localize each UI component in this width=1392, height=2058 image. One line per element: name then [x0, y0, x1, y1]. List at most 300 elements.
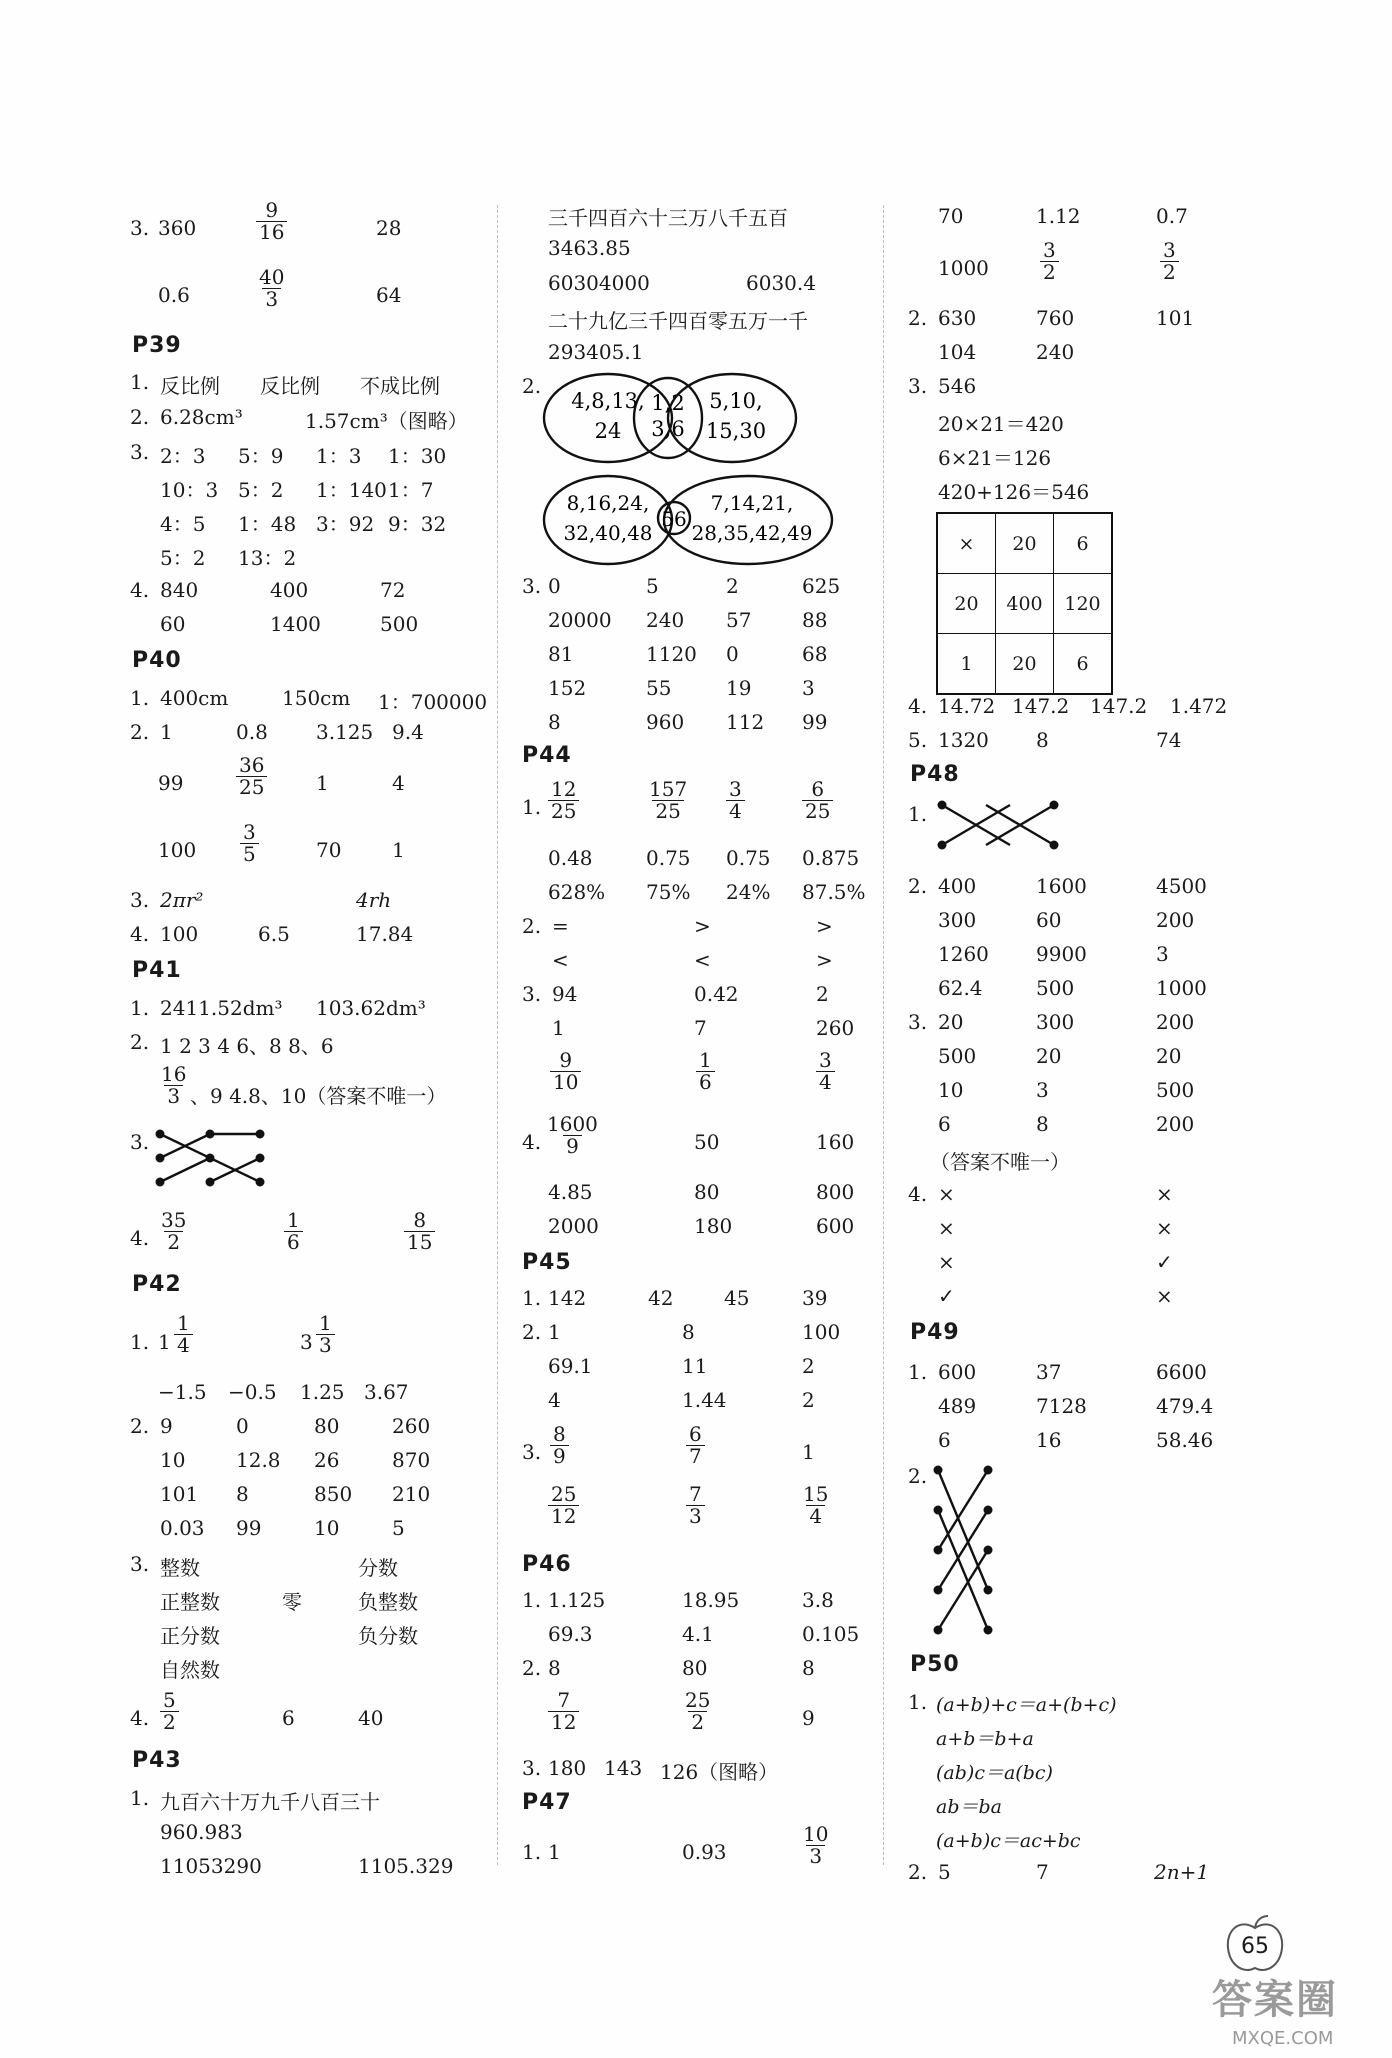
formula: a+b＝b+a: [936, 1728, 1034, 1750]
answer: 1.25: [300, 1380, 345, 1404]
answer: 1400: [270, 612, 321, 636]
answer: ×: [938, 1216, 955, 1240]
answer: 74: [1156, 728, 1182, 752]
answer: ×: [1156, 1216, 1173, 1240]
answer: 5：9: [238, 444, 284, 468]
answer: 210: [392, 1482, 431, 1506]
answer: 26: [314, 1448, 340, 1472]
answer: 4rh: [356, 888, 392, 912]
answer: 180: [548, 1756, 587, 1780]
answer: <: [552, 948, 569, 972]
answer: 150cm: [282, 686, 351, 710]
answer: 57: [726, 608, 752, 632]
answer: 正分数: [160, 1624, 220, 1648]
answer: 20: [1156, 1044, 1182, 1068]
grid-cell: 20: [996, 634, 1054, 695]
venn-diagram-2: [540, 470, 840, 570]
answer: 360: [158, 216, 197, 240]
formula: (a+b)+c＝a+(b+c): [936, 1694, 1117, 1716]
match-dot: [984, 1546, 993, 1555]
answer: 42: [648, 1286, 674, 1310]
answer: 1: [316, 771, 329, 795]
answer: >: [694, 914, 711, 938]
section-title-p42: P42: [132, 1272, 182, 1297]
q-num: 1.: [522, 1286, 542, 1310]
answer: 0: [548, 574, 561, 598]
answer: −0.5: [228, 1380, 277, 1404]
answer: 300: [938, 908, 977, 932]
match-dot: [938, 801, 947, 810]
venn-left-label: 24: [594, 419, 622, 443]
answer: 4: [548, 1388, 561, 1412]
answer: 1：700000: [378, 690, 488, 714]
fraction: $\frac{157}{25}$: [649, 777, 688, 823]
grid-cell: 20: [937, 574, 996, 634]
matching-diagram: [150, 1120, 280, 1200]
answer: 5：2: [238, 478, 284, 502]
venn-mid-label: 56: [661, 507, 687, 531]
answer: 5: [938, 1860, 951, 1884]
q-num: 1.: [130, 1330, 150, 1354]
answer: 0: [726, 642, 739, 666]
q-num: 1.: [908, 802, 928, 826]
answer: 80: [694, 1180, 720, 1204]
answer: 3.125: [316, 720, 374, 744]
match-dot: [934, 1626, 943, 1635]
answer: 2000: [548, 1214, 599, 1238]
answer: 8: [548, 1656, 561, 1680]
answer: 6: [938, 1428, 951, 1452]
answer: 60304000: [548, 271, 650, 295]
answer: 142: [548, 1286, 587, 1310]
answer: 1: [160, 720, 173, 744]
answer: 分数: [358, 1556, 398, 1580]
answer: 1.44: [682, 1388, 727, 1412]
q-num: 1.: [908, 1360, 928, 1384]
answer: 0.42: [694, 982, 739, 1006]
answer: 1.472: [1170, 694, 1228, 718]
answer: 2411.52dm³: [160, 996, 283, 1020]
answer: 4.85: [548, 1180, 593, 1204]
match-dot: [934, 1546, 943, 1555]
answer: 8: [548, 710, 561, 734]
answer: 840: [160, 578, 199, 602]
answer: 400: [938, 874, 977, 898]
match-dot: [156, 1178, 165, 1187]
answer: 101: [160, 1482, 199, 1506]
fraction: $\frac{6}{7}$: [686, 1424, 705, 1467]
answer: 九百六十万九千八百三十: [160, 1790, 380, 1814]
answer: 3: [1036, 1078, 1049, 1102]
answer: 1: [392, 838, 405, 862]
answer: 自然数: [160, 1658, 220, 1682]
match-dot: [984, 1586, 993, 1595]
answer: 10: [314, 1516, 340, 1540]
answer: 760: [1036, 306, 1075, 330]
answer: 0.7: [1156, 204, 1188, 228]
q-num: 4.: [522, 1130, 542, 1154]
section-title-p40: P40: [132, 648, 182, 673]
formula: ab＝ba: [936, 1796, 1002, 1818]
answer: 10: [160, 1448, 186, 1472]
answer: 1：48: [238, 512, 297, 536]
fraction: $\frac{6}{25}$: [802, 779, 833, 822]
answer: 5: [392, 1516, 405, 1540]
answer: 7: [694, 1016, 707, 1040]
venn-diagram-1: [540, 368, 840, 468]
answer: 2: [726, 574, 739, 598]
answer: 3.8: [802, 1588, 834, 1612]
fraction: $\frac{10}{3}$: [803, 1822, 829, 1868]
answer: 260: [392, 1414, 431, 1438]
answer: 64: [376, 283, 402, 307]
q-num: 2.: [522, 1656, 542, 1680]
answer: ×: [938, 1250, 955, 1274]
fraction: $\frac{8}{9}$: [550, 1424, 569, 1467]
answer: 400cm: [160, 686, 229, 710]
q-num: 1.: [130, 686, 150, 710]
answer: 70: [938, 204, 964, 228]
answer: 240: [646, 608, 685, 632]
answer: 6600: [1156, 1360, 1207, 1384]
answer: 0.03: [160, 1516, 205, 1540]
matching-diagram: [930, 795, 1080, 855]
answer: 1: [548, 1320, 561, 1344]
answer: 960.983: [160, 1820, 243, 1844]
answer: 960: [646, 710, 685, 734]
answer: 19: [726, 676, 752, 700]
answer: 2: [802, 1354, 815, 1378]
answer: 80: [682, 1656, 708, 1680]
section-title-p46: P46: [522, 1552, 572, 1577]
answer: 489: [938, 1394, 977, 1418]
answer: 0: [236, 1414, 249, 1438]
venn-right-label: 15,30: [705, 419, 767, 443]
answer: 1600: [1036, 874, 1087, 898]
answer: 11053290: [160, 1854, 262, 1878]
answer: 4500: [1156, 874, 1207, 898]
match-dot: [256, 1130, 265, 1139]
answer: 630: [938, 306, 977, 330]
answer: 7: [1036, 1860, 1049, 1884]
answer: 9.4: [392, 720, 424, 744]
answer: 1.12: [1036, 204, 1081, 228]
answer: 50: [694, 1130, 720, 1154]
q-num: 3.: [522, 982, 542, 1006]
q-num: 3.: [908, 374, 928, 398]
fraction: $\frac{3}{2}$: [1160, 240, 1179, 283]
fraction: $\frac{12}{25}$: [548, 779, 579, 822]
q-num: 1.: [522, 1588, 542, 1612]
q-num: 4.: [130, 1226, 150, 1250]
q-num: 4.: [130, 922, 150, 946]
answer: 70: [316, 838, 342, 862]
q-num: 1.: [522, 1840, 542, 1864]
q-num: 2.: [130, 405, 150, 429]
answer: −1.5: [158, 1380, 207, 1404]
fraction: $\frac{1}{6}$: [284, 1210, 303, 1253]
answer: 1：7: [388, 478, 434, 502]
answer: ×: [1156, 1284, 1173, 1308]
fraction: $\frac{8}{15}$: [404, 1210, 435, 1253]
answer: 1105.329: [358, 1854, 454, 1878]
answer: 20000: [548, 608, 612, 632]
q-num: 2.: [908, 306, 928, 330]
answer: 850: [314, 1482, 353, 1506]
answer: 500: [1156, 1078, 1195, 1102]
answer: 180: [694, 1214, 733, 1238]
answer: 反比例: [260, 374, 320, 398]
answer: 20: [938, 1010, 964, 1034]
match-dot: [256, 1178, 265, 1187]
fraction: $\frac{15}{4}$: [803, 1482, 829, 1528]
answer: 12.8: [236, 1448, 281, 1472]
q-num: 2.: [908, 874, 928, 898]
answer: 24%: [726, 880, 771, 904]
answer: 8: [1036, 1112, 1049, 1136]
answer: 94: [552, 982, 578, 1006]
answer: =: [552, 914, 569, 938]
answer: 8: [1036, 728, 1049, 752]
answer: 16: [1036, 1428, 1062, 1452]
answer: 11: [682, 1354, 708, 1378]
answer: ✓: [1156, 1250, 1173, 1274]
match-dot: [984, 1466, 993, 1475]
answer: 147.2: [1090, 694, 1148, 718]
answer: ×: [1156, 1182, 1173, 1206]
answer: 37: [1036, 1360, 1062, 1384]
fraction: $\frac{1}{6}$: [696, 1050, 715, 1093]
answer: 6: [938, 1112, 951, 1136]
answer: 800: [816, 1180, 855, 1204]
answer: 1: [548, 1840, 561, 1864]
section-title-p49: P49: [910, 1320, 960, 1345]
q-num: 3.: [908, 1010, 928, 1034]
match-dot: [156, 1130, 165, 1139]
answer: 负分数: [358, 1624, 418, 1648]
answer: 628%: [548, 880, 606, 904]
section-title-p44: P44: [522, 743, 572, 768]
q-num: 3.: [130, 888, 150, 912]
venn-right-label: 28,35,42,49: [691, 521, 813, 545]
q-num: 3.: [522, 574, 542, 598]
answer: 10: [938, 1078, 964, 1102]
answer: 4：5: [160, 512, 206, 536]
answer: 负整数: [358, 1590, 418, 1614]
match-dot: [256, 1154, 265, 1163]
q-num: 2.: [908, 1860, 928, 1884]
q-num: 1.: [908, 1690, 928, 1714]
q-num: 2.: [522, 914, 542, 938]
section-title-p50: P50: [910, 1652, 960, 1677]
fraction: $\frac{35}{2}$: [161, 1208, 187, 1254]
answer: 3: [1156, 942, 1169, 966]
answer: 100: [802, 1320, 841, 1344]
venn-left-label: 8,16,24,: [566, 491, 650, 515]
answer: 9：32: [388, 512, 447, 536]
grid-cell: 120: [1054, 574, 1113, 634]
note: （答案不唯一）: [930, 1150, 1070, 1174]
answer: 147.2: [1012, 694, 1070, 718]
grid-cell: 6: [1054, 513, 1113, 574]
q-num: 3.: [130, 1130, 150, 1154]
answer: 260: [816, 1016, 855, 1040]
answer: 240: [1036, 340, 1075, 364]
answer: 1120: [646, 642, 697, 666]
answer: 68: [802, 642, 828, 666]
venn-left-label: 32,40,48: [563, 521, 653, 545]
answer: ×: [938, 1182, 955, 1206]
answer: 13：2: [238, 546, 297, 570]
venn-mid-label: 1,2: [651, 391, 685, 415]
column-divider-left: [497, 205, 498, 1865]
q-num: 3.: [522, 1756, 542, 1780]
q-num: 1.: [130, 370, 150, 394]
answer: 3: [300, 1330, 313, 1354]
answer: 1.125: [548, 1588, 606, 1612]
answer: 2: [816, 982, 829, 1006]
match-dot: [984, 1506, 993, 1515]
answer: 69.3: [548, 1622, 593, 1646]
match-dot: [206, 1130, 215, 1139]
answer: 500: [380, 612, 419, 636]
answer: 152: [548, 676, 587, 700]
answer: 60: [160, 612, 186, 636]
fraction: $\frac{36}{25}$: [236, 755, 267, 798]
answer: 4.1: [682, 1622, 714, 1646]
q-num: 2.: [908, 1464, 928, 1488]
formula: (a+b)c＝ac+bc: [936, 1830, 1081, 1852]
fraction: $\frac{3}{4}$: [816, 1050, 835, 1093]
q-num: 4.: [908, 1182, 928, 1206]
answer: 546: [938, 374, 977, 398]
answer: 0.75: [646, 846, 691, 870]
answer: 293405.1: [548, 340, 644, 364]
section-title-p47: P47: [522, 1790, 572, 1815]
formula: (ab)c＝a(bc): [936, 1762, 1053, 1784]
section-title-p39: P39: [132, 333, 182, 358]
match-dot: [934, 1466, 943, 1475]
section-title-p48: P48: [910, 762, 960, 787]
answer: 100: [160, 922, 199, 946]
watermark-url: MXQE.COM: [1232, 2028, 1334, 2049]
match-dot: [156, 1154, 165, 1163]
answer: 200: [1156, 1112, 1195, 1136]
fraction: $\frac{9}{16}$: [256, 200, 287, 243]
answer: 20×21＝420: [938, 412, 1064, 436]
answer: 0.75: [726, 846, 771, 870]
fraction: $\frac{9}{10}$: [550, 1050, 581, 1093]
venn-right-label: 7,14,21,: [710, 491, 794, 515]
answer: 14.72: [938, 694, 996, 718]
q-num: 5.: [908, 728, 928, 752]
answer: 87.5%: [802, 880, 866, 904]
answer: 6030.4: [746, 271, 816, 295]
match-dot: [934, 1586, 943, 1595]
answer: 0.6: [158, 283, 190, 307]
fraction: $\frac{16}{3}$: [161, 1062, 187, 1108]
answer: 9: [802, 1706, 815, 1730]
answer: 0.93: [682, 1840, 727, 1864]
q-num: 2.: [130, 1030, 150, 1054]
answer: 55: [646, 676, 672, 700]
q-num: 3.: [130, 440, 150, 464]
column-divider-right: [883, 205, 884, 1865]
q-num: 1.: [522, 795, 542, 819]
answer: 100: [158, 838, 197, 862]
answer: 正整数: [160, 1590, 220, 1614]
answer: 104: [938, 340, 977, 364]
grid-cell: 20: [996, 513, 1054, 574]
answer: 1: [158, 1330, 171, 1354]
answer: 500: [1036, 976, 1075, 1000]
venn-right-label: 5,10,: [709, 389, 763, 413]
answer: 103.62dm³: [316, 996, 426, 1020]
answer: 1000: [1156, 976, 1207, 1000]
match-dot: [1050, 801, 1059, 810]
fraction: $\frac{1}{4}$: [174, 1313, 193, 1356]
answer: >: [816, 948, 833, 972]
answer: 1 2 3 4 6、8 8、6: [160, 1034, 334, 1058]
answer: 143: [604, 1756, 643, 1780]
match-dot: [1050, 841, 1059, 850]
answer: 9900: [1036, 942, 1087, 966]
answer: 75%: [646, 880, 691, 904]
fraction: $\frac{7}{3}$: [686, 1484, 705, 1527]
answer: 8: [802, 1656, 815, 1680]
answer: 420+126＝546: [938, 480, 1090, 504]
q-num: 3.: [130, 1552, 150, 1576]
grid-cell: 400: [996, 574, 1054, 634]
q-num: 2.: [522, 1320, 542, 1344]
answer: 3463.85: [548, 236, 631, 260]
match-dot: [206, 1178, 215, 1187]
q-num: 1.: [130, 996, 150, 1020]
answer: 1：30: [388, 444, 447, 468]
venn-left-label: 4,8,13,: [571, 389, 645, 413]
q-num: 2.: [130, 1414, 150, 1438]
page-number: 65: [1241, 1934, 1269, 1959]
answer: 58.46: [1156, 1428, 1214, 1452]
fraction: $\frac{1}{3}$: [316, 1313, 335, 1356]
answer: 18.95: [682, 1588, 740, 1612]
fraction: $\frac{25}{12}$: [548, 1484, 579, 1527]
answer: 6×21＝126: [938, 446, 1052, 470]
answer: 2: [802, 1388, 815, 1412]
answer: 112: [726, 710, 765, 734]
q-num: 2.: [522, 374, 542, 398]
fraction: $\frac{25}{2}$: [685, 1688, 711, 1734]
answer: 3: [802, 676, 815, 700]
fraction: $\frac{1600}{9}$: [547, 1112, 598, 1158]
answer: 101: [1156, 306, 1195, 330]
answer: 300: [1036, 1010, 1075, 1034]
answer: 反比例: [160, 374, 220, 398]
answer: 28: [376, 216, 402, 240]
fraction: $\frac{7}{12}$: [548, 1690, 579, 1733]
answer: 1: [802, 1440, 815, 1464]
answer: 400: [270, 578, 309, 602]
answer: 17.84: [356, 922, 414, 946]
fraction: $\frac{3}{5}$: [240, 822, 259, 865]
answer: 20: [1036, 1044, 1062, 1068]
q-num: 1.: [130, 1786, 150, 1810]
answer: 1260: [938, 942, 989, 966]
answer: 0.8: [236, 720, 268, 744]
answer: 500: [938, 1044, 977, 1068]
answer: 9: [160, 1414, 173, 1438]
answer: 整数: [160, 1556, 200, 1580]
